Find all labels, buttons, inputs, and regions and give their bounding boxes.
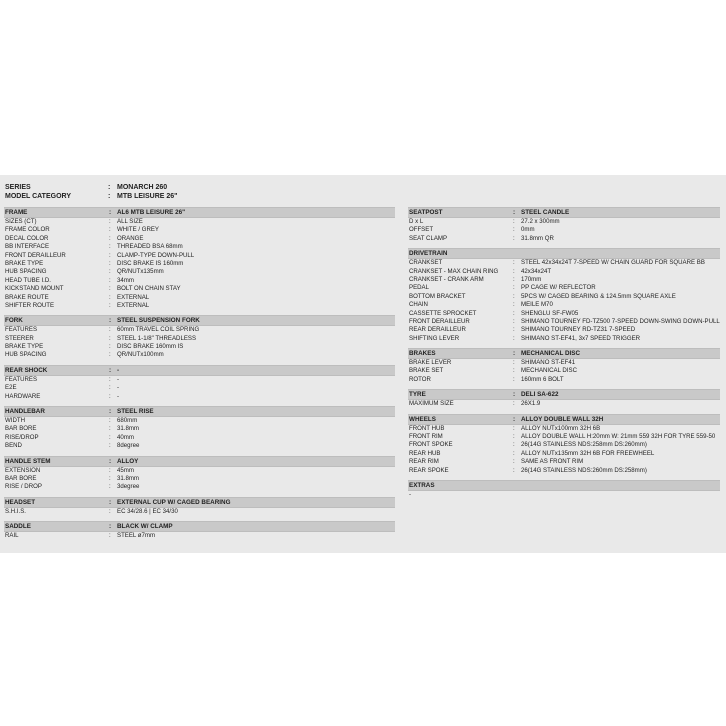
section-title: SEATPOST xyxy=(409,209,443,216)
spec-section-drivetrain xyxy=(408,248,720,343)
spec-value: ALLOY NUTx100mm 32H 6B xyxy=(521,424,601,432)
spec-separator: : xyxy=(513,301,515,309)
spec-row xyxy=(4,285,395,293)
spec-label: REAR DERAILLEUR xyxy=(409,326,466,334)
spec-row xyxy=(408,376,720,384)
spec-separator: : xyxy=(513,284,515,292)
spec-label: HUB SPACING xyxy=(5,351,47,359)
spec-separator: : xyxy=(109,243,111,251)
spec-row xyxy=(4,532,395,540)
spec-separator: : xyxy=(109,251,111,259)
spec-value: 31.8mm xyxy=(117,474,140,482)
spec-value: MECHANICAL DISC xyxy=(521,367,577,375)
section-header xyxy=(4,521,395,532)
spec-row xyxy=(4,294,395,302)
spec-label: RISE / DROP xyxy=(5,483,42,491)
section-value: MECHANICAL DISC xyxy=(521,350,581,358)
spec-row xyxy=(408,276,720,284)
spec-label: EXTENSION xyxy=(5,466,41,474)
spec-separator: : xyxy=(513,424,515,432)
spec-value: SHIMANO ST-EF41 xyxy=(521,359,576,367)
spec-row xyxy=(408,310,720,318)
spec-label: BEND xyxy=(5,442,22,450)
spec-label: BRAKE SET xyxy=(409,367,444,375)
section-separator: : xyxy=(109,408,112,416)
spec-value: SHIMANO TOURNEY RD-TZ31 7-SPEED xyxy=(521,326,636,334)
spec-separator: : xyxy=(109,268,111,276)
section-value: ALLOY xyxy=(117,457,139,465)
spec-row xyxy=(4,218,395,226)
spec-value: 26X1.9 xyxy=(521,400,541,408)
section-title: HANDLEBAR xyxy=(5,408,45,416)
spec-separator: : xyxy=(513,466,515,474)
spec-label: CRANKSET - MAX CHAIN RING xyxy=(409,267,499,275)
spec-label: CHAIN xyxy=(409,301,428,309)
spec-value: 60mm TRAVEL COIL SPRING xyxy=(117,326,200,334)
spec-value: 26(14G STAINLESS NDS:260mm DS:258mm) xyxy=(521,466,647,474)
spec-value: ALLOY DOUBLE WALL H:20mm W: 21mm 559 32H FOR TYRE 559-50 xyxy=(521,433,716,441)
spec-value: ORANGE xyxy=(117,234,144,242)
section-header xyxy=(4,315,395,326)
section-separator: : xyxy=(109,457,112,465)
right-spec-column xyxy=(408,207,720,504)
spec-label: BB INTERFACE xyxy=(5,243,50,251)
spec-label: ROTOR xyxy=(409,375,431,383)
spec-row xyxy=(408,359,720,367)
section-separator: : xyxy=(513,209,516,216)
spec-value: STEEL 1-1/8" THREADLESS xyxy=(117,334,197,342)
spec-separator: : xyxy=(513,267,515,275)
spec-value: 27.2 x 300mm xyxy=(521,218,560,225)
header-value: MONARCH 260 xyxy=(117,184,168,191)
spec-separator: : xyxy=(109,442,111,450)
spec-value: ALL SIZE xyxy=(117,218,143,225)
spec-separator: : xyxy=(513,275,515,283)
header-separator: : xyxy=(108,193,111,200)
section-header xyxy=(408,480,720,491)
spec-sheet-panel xyxy=(0,175,726,553)
spec-row xyxy=(408,458,720,466)
spec-label: HEAD TUBE I.D. xyxy=(5,276,51,284)
section-value xyxy=(521,481,720,490)
section-separator: : xyxy=(109,317,112,325)
spec-separator: : xyxy=(513,234,515,242)
section-value: STEEL SUSPENSION FORK xyxy=(117,317,200,325)
section-header xyxy=(4,497,395,508)
spec-value: 8degree xyxy=(117,442,140,450)
spec-value: 0mm xyxy=(521,226,535,234)
spec-value: SHIMANO ST-EF41, 3x7 SPEED TRIGGER xyxy=(521,334,641,342)
spec-row xyxy=(4,376,395,384)
spec-separator: : xyxy=(513,292,515,300)
spec-row xyxy=(4,260,395,268)
spec-value: - xyxy=(117,384,120,392)
spec-value: DISC BRAKE IS 160mm xyxy=(117,259,184,267)
spec-row xyxy=(408,467,720,475)
spec-separator: : xyxy=(109,507,111,515)
spec-separator: : xyxy=(513,226,515,234)
spec-row xyxy=(408,326,720,334)
spec-row xyxy=(4,442,395,450)
spec-label: CRANKSET xyxy=(409,259,443,267)
section-title: BRAKES xyxy=(409,350,436,358)
section-separator: : xyxy=(109,209,112,216)
spec-value: MEILE M70 xyxy=(521,301,553,309)
spec-value: ALLOY NUTx135mm 32H 6B FOR FREEWHEEL xyxy=(521,449,655,457)
spec-row xyxy=(4,243,395,251)
section-value xyxy=(521,249,720,258)
spec-label: BAR BORE xyxy=(5,425,37,433)
spec-value: 42x34x24T xyxy=(521,267,552,275)
spec-section-frame xyxy=(4,207,395,310)
spec-separator: : xyxy=(109,234,111,242)
header-row xyxy=(5,192,178,201)
section-value: AL6 MTB LEISURE 26" xyxy=(117,209,186,216)
spec-row xyxy=(408,441,720,449)
spec-separator: : xyxy=(109,301,111,309)
spec-separator: : xyxy=(513,334,515,342)
spec-label: REAR RIM xyxy=(409,458,439,466)
spec-separator: : xyxy=(513,367,515,375)
spec-row xyxy=(4,277,395,285)
spec-row xyxy=(408,335,720,343)
spec-label: STEERER xyxy=(5,334,34,342)
spec-row xyxy=(408,235,720,243)
spec-row xyxy=(4,425,395,433)
spec-separator: : xyxy=(109,392,111,400)
spec-separator: : xyxy=(109,326,111,334)
spec-row xyxy=(4,508,395,516)
section-header xyxy=(4,365,395,376)
spec-separator: : xyxy=(109,532,111,540)
spec-separator: : xyxy=(109,483,111,491)
spec-value: EXTERNAL xyxy=(117,301,150,309)
spec-label: BOTTOM BRACKET xyxy=(409,292,466,300)
spec-separator: : xyxy=(513,218,515,225)
spec-row xyxy=(4,384,395,392)
spec-label: BAR BORE xyxy=(5,474,37,482)
spec-row xyxy=(4,326,395,334)
section-title: HEADSET xyxy=(5,498,36,506)
spec-value: STEEL ø7mm xyxy=(117,532,156,540)
spec-separator: : xyxy=(109,375,111,383)
spec-value: BOLT ON CHAIN STAY xyxy=(117,285,181,293)
section-separator: : xyxy=(109,366,112,374)
spec-row xyxy=(408,284,720,292)
section-separator: : xyxy=(109,523,112,531)
spec-separator: : xyxy=(513,259,515,267)
section-value: EXTERNAL CUP W/ CAGED BEARING xyxy=(117,498,231,506)
spec-row xyxy=(408,226,720,234)
spec-row xyxy=(4,302,395,310)
spec-separator: : xyxy=(513,326,515,334)
section-title: SADDLE xyxy=(5,523,31,531)
spec-label: RAIL xyxy=(5,532,19,540)
spec-row xyxy=(408,218,720,226)
spec-label: FRONT SPOKE xyxy=(409,441,453,449)
spec-value: EC 34/28.6 | EC 34/30 xyxy=(117,507,178,515)
spec-label: BRAKE TYPE xyxy=(5,259,44,267)
section-value: - xyxy=(117,366,120,374)
spec-separator: : xyxy=(109,218,111,225)
header-separator: : xyxy=(108,184,111,191)
section-header xyxy=(408,207,720,218)
spec-separator: : xyxy=(513,359,515,367)
spec-section-rear-shock xyxy=(4,365,395,401)
spec-section-handlebar xyxy=(4,406,395,451)
spec-label: KICKSTAND MOUNT xyxy=(5,285,64,293)
section-title: FRAME xyxy=(5,209,28,216)
spec-section-wheels xyxy=(408,414,720,475)
spec-row xyxy=(4,252,395,260)
section-value: DELI SA-622 xyxy=(521,391,559,399)
spec-label: SHIFTER ROUTE xyxy=(5,301,55,309)
spec-label: D x L xyxy=(409,218,424,225)
spec-value: QR/NUTx135mm xyxy=(117,268,164,276)
spec-label: SHIFTING LEVER xyxy=(409,334,460,342)
spec-row xyxy=(408,301,720,309)
spec-value: DISC BRAKE 160mm IS xyxy=(117,343,184,351)
spec-header xyxy=(5,183,178,201)
spec-label: HARDWARE xyxy=(5,392,41,400)
spec-row xyxy=(4,335,395,343)
spec-separator: : xyxy=(109,343,111,351)
spec-value: 680mm xyxy=(117,417,138,425)
header-label: SERIES xyxy=(5,184,31,191)
spec-label: CASSETTE SPROCKET xyxy=(409,309,477,317)
spec-label: FRAME COLOR xyxy=(5,226,50,234)
spec-label: REAR SPOKE xyxy=(409,466,449,474)
spec-separator: : xyxy=(109,351,111,359)
section-separator: : xyxy=(109,498,112,506)
spec-row xyxy=(408,293,720,301)
spec-row xyxy=(408,425,720,433)
spec-label: MAXIMUM SIZE xyxy=(409,400,454,408)
spec-row xyxy=(4,226,395,234)
spec-value: 34mm xyxy=(117,276,134,284)
spec-label: S.H.I.S. xyxy=(5,507,26,515)
spec-row xyxy=(4,235,395,243)
spec-label: E2E xyxy=(5,384,17,392)
spec-row xyxy=(4,475,395,483)
spec-value: 45mm xyxy=(117,466,134,474)
spec-section-fork xyxy=(4,315,395,360)
spec-value: 26(14G STAINLESS NDS:258mm DS:260mm) xyxy=(521,441,647,449)
spec-section-brakes xyxy=(408,348,720,384)
spec-value: CLAMP-TYPE DOWN-PULL xyxy=(117,251,195,259)
spec-row xyxy=(408,367,720,375)
spec-label: REAR HUB xyxy=(409,449,441,457)
spec-separator: : xyxy=(109,384,111,392)
section-value: STEEL CANDLE xyxy=(521,209,570,216)
spec-separator: : xyxy=(513,375,515,383)
section-separator: : xyxy=(513,350,516,358)
spec-value: 3degree xyxy=(117,483,140,491)
spec-value: 5PCS W/ CAGED BEARING & 124.5mm SQUARE AXLE xyxy=(521,292,676,300)
spec-value: STEEL 42x34x24T 7-SPEED W/ CHAIN GUARD FOR SQUARE BB xyxy=(521,259,705,267)
spec-label: FEATURES xyxy=(5,375,38,383)
spec-label: RISE/DROP xyxy=(5,433,39,441)
spec-separator: : xyxy=(109,433,111,441)
spec-separator: : xyxy=(109,226,111,234)
spec-separator: : xyxy=(109,334,111,342)
section-header xyxy=(4,456,395,467)
spec-row xyxy=(4,393,395,401)
section-title: FORK xyxy=(5,317,23,325)
section-title: WHEELS xyxy=(409,415,436,423)
extras-value: - xyxy=(409,490,412,498)
spec-row xyxy=(408,318,720,326)
section-header xyxy=(408,414,720,425)
spec-separator: : xyxy=(513,309,515,317)
spec-row xyxy=(4,467,395,475)
spec-value: - xyxy=(117,375,120,383)
spec-value: 160mm 6 BOLT xyxy=(521,375,564,383)
spec-value: EXTERNAL xyxy=(117,293,150,301)
spec-section-headset xyxy=(4,497,395,516)
spec-row xyxy=(408,433,720,441)
spec-label: FRONT DERAILLEUR xyxy=(409,317,470,325)
spec-separator: : xyxy=(109,259,111,267)
spec-row xyxy=(4,351,395,359)
left-spec-column xyxy=(4,207,395,546)
spec-label: FRONT HUB xyxy=(409,424,445,432)
spec-row xyxy=(408,259,720,267)
section-header xyxy=(408,389,720,400)
spec-label: SIZES (CT) xyxy=(5,218,37,225)
section-value: STEEL RISE xyxy=(117,408,154,416)
spec-value: 40mm xyxy=(117,433,134,441)
spec-value: 31.8mm QR xyxy=(521,234,554,242)
section-title: REAR SHOCK xyxy=(5,366,48,374)
section-title: TYRE xyxy=(409,391,426,399)
spec-label: DECAL COLOR xyxy=(5,234,49,242)
spec-value: 31.8mm xyxy=(117,425,140,433)
spec-label: CRANKSET - CRANK ARM xyxy=(409,275,484,283)
spec-separator: : xyxy=(513,441,515,449)
header-value: MTB LEISURE 26" xyxy=(117,193,178,200)
spec-label: BRAKE TYPE xyxy=(5,343,44,351)
spec-label: HUB SPACING xyxy=(5,268,47,276)
spec-section-saddle xyxy=(4,521,395,540)
spec-separator: : xyxy=(109,466,111,474)
spec-label: SEAT CLAMP xyxy=(409,234,448,242)
spec-separator: : xyxy=(109,285,111,293)
spec-label: WIDTH xyxy=(5,417,25,425)
spec-value: SAME AS FRONT RIM xyxy=(521,458,584,466)
spec-label: OFFSET xyxy=(409,226,434,234)
section-header xyxy=(4,207,395,218)
spec-row xyxy=(408,400,720,408)
spec-value: SHENGLU SF-FW05 xyxy=(521,309,579,317)
section-title: DRIVETRAIN xyxy=(409,250,448,258)
section-header xyxy=(4,406,395,417)
spec-row xyxy=(4,417,395,425)
header-row xyxy=(5,183,178,192)
spec-separator: : xyxy=(513,433,515,441)
spec-value: QR/NUTx100mm xyxy=(117,351,164,359)
spec-label: FRONT DERAILLEUR xyxy=(5,251,66,259)
spec-value: PP CAGE W/ REFLECTOR xyxy=(521,284,596,292)
section-separator: : xyxy=(513,415,516,423)
spec-value: THREADED BSA 68mm xyxy=(117,243,183,251)
spec-separator: : xyxy=(109,474,111,482)
section-title: EXTRAS xyxy=(409,481,435,489)
spec-separator: : xyxy=(513,449,515,457)
section-value: BLACK W/ CLAMP xyxy=(117,523,173,531)
spec-separator: : xyxy=(109,417,111,425)
spec-separator: : xyxy=(109,293,111,301)
spec-separator: : xyxy=(513,400,515,408)
section-value: ALLOY DOUBLE WALL 32H xyxy=(521,415,604,423)
section-separator xyxy=(513,481,521,490)
spec-section-extras xyxy=(408,480,720,499)
spec-separator: : xyxy=(109,425,111,433)
spec-section-handle-stem xyxy=(4,456,395,492)
spec-section-tyre xyxy=(408,389,720,408)
spec-row xyxy=(4,483,395,491)
spec-label: FEATURES xyxy=(5,326,38,334)
spec-label: BRAKE LEVER xyxy=(409,359,452,367)
header-label: MODEL CATEGORY xyxy=(5,193,71,200)
spec-label: PEDAL xyxy=(409,284,429,292)
spec-value: SHIMANO TOURNEY FD-TZ500 7-SPEED DOWN-SWING DOWN-PULL xyxy=(521,317,720,325)
spec-label: BRAKE ROUTE xyxy=(5,293,49,301)
spec-value: 170mm xyxy=(521,275,542,283)
section-separator: : xyxy=(513,391,516,399)
spec-value: - xyxy=(117,392,120,400)
spec-row xyxy=(4,343,395,351)
spec-row xyxy=(408,268,720,276)
spec-row xyxy=(4,434,395,442)
spec-section-seatpost xyxy=(408,207,720,243)
spec-value: WHITE / GREY xyxy=(117,226,159,234)
section-header xyxy=(408,248,720,259)
section-title: HANDLE STEM xyxy=(5,457,51,465)
spec-separator: : xyxy=(109,276,111,284)
spec-row xyxy=(4,268,395,276)
section-separator xyxy=(513,249,521,258)
section-header xyxy=(408,348,720,359)
spec-label: FRONT RIM xyxy=(409,433,443,441)
spec-row xyxy=(408,450,720,458)
spec-separator: : xyxy=(513,458,515,466)
spec-separator: : xyxy=(513,317,515,325)
